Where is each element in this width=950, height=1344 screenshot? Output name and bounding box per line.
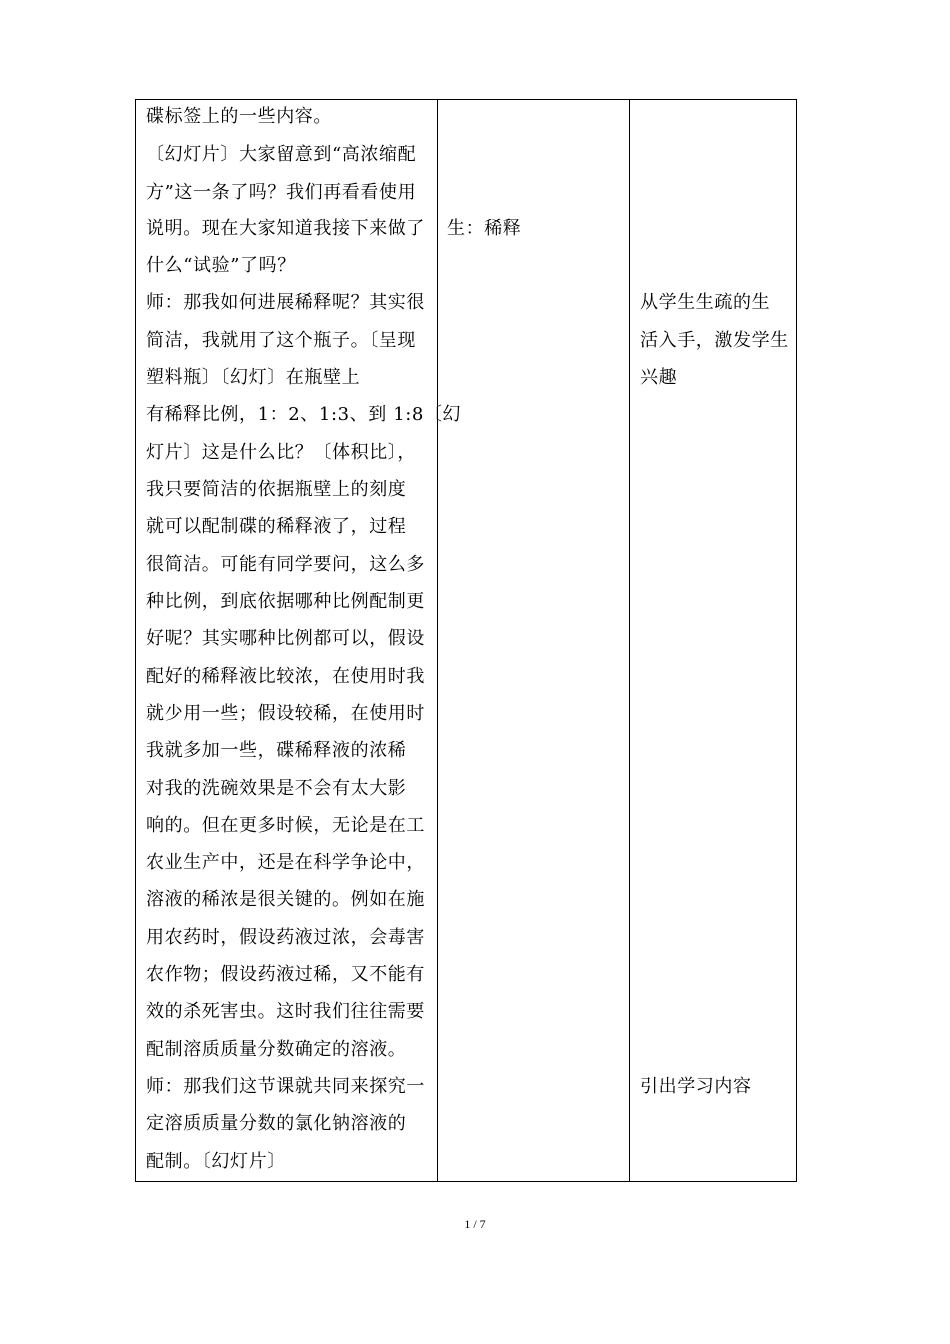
text-line: 师：那我如何进展稀释呢？其实很 <box>146 292 425 313</box>
text-line: 对我的洗碗效果是不会有太大影 <box>146 778 407 799</box>
text-line: 就少用一些；假设较稀，在使用时 <box>146 703 425 724</box>
text-line: 好呢？其实哪种比例都可以，假设 <box>146 628 425 649</box>
page-number: 1 / 7 <box>464 1217 486 1231</box>
lesson-table <box>135 99 797 1182</box>
text-line: 什么“试验”了吗？ <box>146 255 296 276</box>
text-line: 响的。但在更多时候，无论是在工 <box>146 815 425 836</box>
text-line: 溶液的稀浓是很关键的。例如在施 <box>146 889 425 910</box>
text-line: 说明。现在大家知道我接下来做了 <box>146 218 425 239</box>
text-line: 方”这一条了吗？我们再看看使用 <box>146 182 417 203</box>
text-line: 从学生生疏的生 <box>640 292 771 313</box>
text-line: 用农药时，假设药液过浓，会毒害 <box>146 927 425 948</box>
text-line: 师：那我们这节课就共同来探究一 <box>146 1076 425 1097</box>
text-line: 配制溶质质量分数确定的溶液。 <box>146 1039 407 1060</box>
text-line: 效的杀死害虫。这时我们往往需要 <box>146 1001 425 1022</box>
text-line: 农业生产中，还是在科学争论中， <box>146 852 425 873</box>
text-line: 塑料瓶〕〔幻灯〕在瓶壁上 <box>146 367 361 388</box>
text-line: 种比例，到底依据哪种比例配制更 <box>146 591 425 612</box>
text-line: 我只要简洁的依据瓶壁上的刻度 <box>146 479 407 500</box>
text-line: 生：稀释 <box>447 218 522 239</box>
text-line: 活入手，激发学生 <box>640 330 789 351</box>
text-line: 我就多加一些，碟稀释液的浓稀 <box>146 740 407 761</box>
text-line: 配制。〔幻灯片〕 <box>146 1151 286 1172</box>
text-line: 农作物；假设药液过稀，又不能有 <box>146 964 425 985</box>
text-line: 定溶质质量分数的氯化钠溶液的 <box>146 1113 407 1134</box>
text-line: 简洁，我就用了这个瓶子。〔呈现 <box>146 330 416 351</box>
text-line: 兴趣 <box>640 367 678 388</box>
column-divider <box>437 100 438 1181</box>
text-line: 灯片〕这是什么比？〔体积比〕， <box>146 442 416 463</box>
text-line: 碟标签上的一些内容。 <box>146 106 332 127</box>
text-line: 配好的稀释液比较浓，在使用时我 <box>146 666 425 687</box>
text-line: 引出学习内容 <box>640 1076 752 1097</box>
text-line: 就可以配制碟的稀释液了，过程 <box>146 516 407 537</box>
text-line: 很简洁。可能有同学要问，这么多 <box>146 554 425 575</box>
text-line: 〔幻灯片〕大家留意到“高浓缩配 <box>146 144 417 165</box>
column-divider <box>629 100 630 1181</box>
text-line: 有稀释比例，1：2、1:3、到 1:8〔幻 <box>146 404 462 425</box>
